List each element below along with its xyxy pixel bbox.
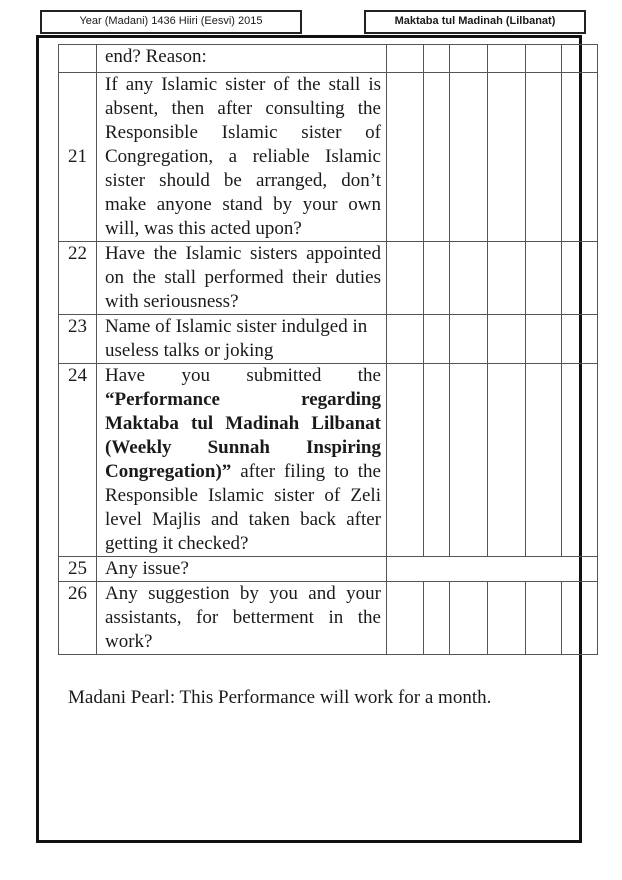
mark-cell[interactable] [450, 364, 488, 557]
table-row [59, 557, 598, 582]
mark-cell[interactable] [450, 45, 488, 73]
mark-cell[interactable] [424, 582, 450, 655]
row-question: Any issue? [97, 557, 387, 582]
mark-cell[interactable] [562, 45, 598, 73]
row-number: 21 [59, 73, 97, 242]
row-number: 25 [59, 557, 97, 582]
mark-cell[interactable] [562, 242, 598, 315]
mark-cell[interactable] [387, 582, 424, 655]
mark-cell[interactable] [387, 45, 424, 73]
table-row [59, 582, 598, 655]
header-title-box [364, 10, 586, 34]
mark-cell[interactable] [526, 73, 562, 242]
row-number [59, 45, 97, 73]
mark-cell[interactable] [488, 582, 526, 655]
table-row [59, 242, 598, 315]
performance-table [58, 44, 598, 655]
performance-form-title: “Performance regarding Maktaba tul Madinah Lilbanat (Weekly Sunnah Inspiring Congregation)” [105, 389, 381, 482]
header-year-box [40, 10, 302, 34]
mark-cell[interactable] [450, 582, 488, 655]
mark-cell[interactable] [387, 242, 424, 315]
question-text: after filing to the Responsible Islamic sister of Zeli level Majlis and taken back after getting it checked? [105, 461, 381, 554]
mark-cell[interactable] [488, 364, 526, 557]
madani-pearl-note: Madani Pearl: This Performance will work for a month. [68, 687, 492, 708]
mark-cell[interactable] [387, 315, 424, 364]
mark-cell[interactable] [424, 73, 450, 242]
mark-cell[interactable] [424, 364, 450, 557]
row-question: Name of Islamic sister indulged in useless talks or joking [97, 315, 387, 364]
mark-cell[interactable] [562, 582, 598, 655]
mark-cell[interactable] [562, 73, 598, 242]
mark-cell[interactable] [424, 315, 450, 364]
mark-cell[interactable] [450, 242, 488, 315]
mark-cell[interactable] [450, 73, 488, 242]
header-year-text: Year (Madani) 1436 Hiiri (Eesvi) 2015 [79, 15, 263, 27]
row-number: 22 [59, 242, 97, 315]
table-row [59, 364, 598, 557]
mark-cell[interactable] [488, 45, 526, 73]
row-question [97, 364, 387, 557]
row-question: Any suggestion by you and your assistants, for betterment in the work? [97, 582, 387, 655]
row-question: If any Islamic sister of the stall is absent, then after consulting the Responsible Islamic sister of Congregation, a reliable Islamic sister should be arranged, don’t make anyone stand by your own will, was this acted upon? [97, 73, 387, 242]
mark-cell[interactable] [387, 73, 424, 242]
row-number: 24 [59, 364, 97, 557]
mark-cell[interactable] [526, 364, 562, 557]
mark-cell[interactable] [450, 315, 488, 364]
row-question: Have the Islamic sisters appointed on the stall performed their duties with seriousness? [97, 242, 387, 315]
mark-cell[interactable] [488, 315, 526, 364]
mark-cell[interactable] [526, 45, 562, 73]
table-row [59, 73, 598, 242]
mark-cell[interactable] [488, 73, 526, 242]
header-title-text: Maktaba tul Madinah (Lilbanat) [394, 15, 556, 27]
mark-cell[interactable] [488, 242, 526, 315]
mark-cell[interactable] [424, 45, 450, 73]
table-row [59, 315, 598, 364]
mark-cell[interactable] [526, 582, 562, 655]
row-question: end? Reason: [97, 45, 387, 73]
mark-cell[interactable] [526, 242, 562, 315]
mark-cell[interactable] [562, 315, 598, 364]
mark-cell[interactable] [562, 364, 598, 557]
table-row [59, 45, 598, 73]
answer-cell[interactable] [387, 557, 598, 582]
row-number: 26 [59, 582, 97, 655]
mark-cell[interactable] [387, 364, 424, 557]
row-number: 23 [59, 315, 97, 364]
question-text: Have you submitted the [105, 365, 381, 386]
mark-cell[interactable] [526, 315, 562, 364]
mark-cell[interactable] [424, 242, 450, 315]
